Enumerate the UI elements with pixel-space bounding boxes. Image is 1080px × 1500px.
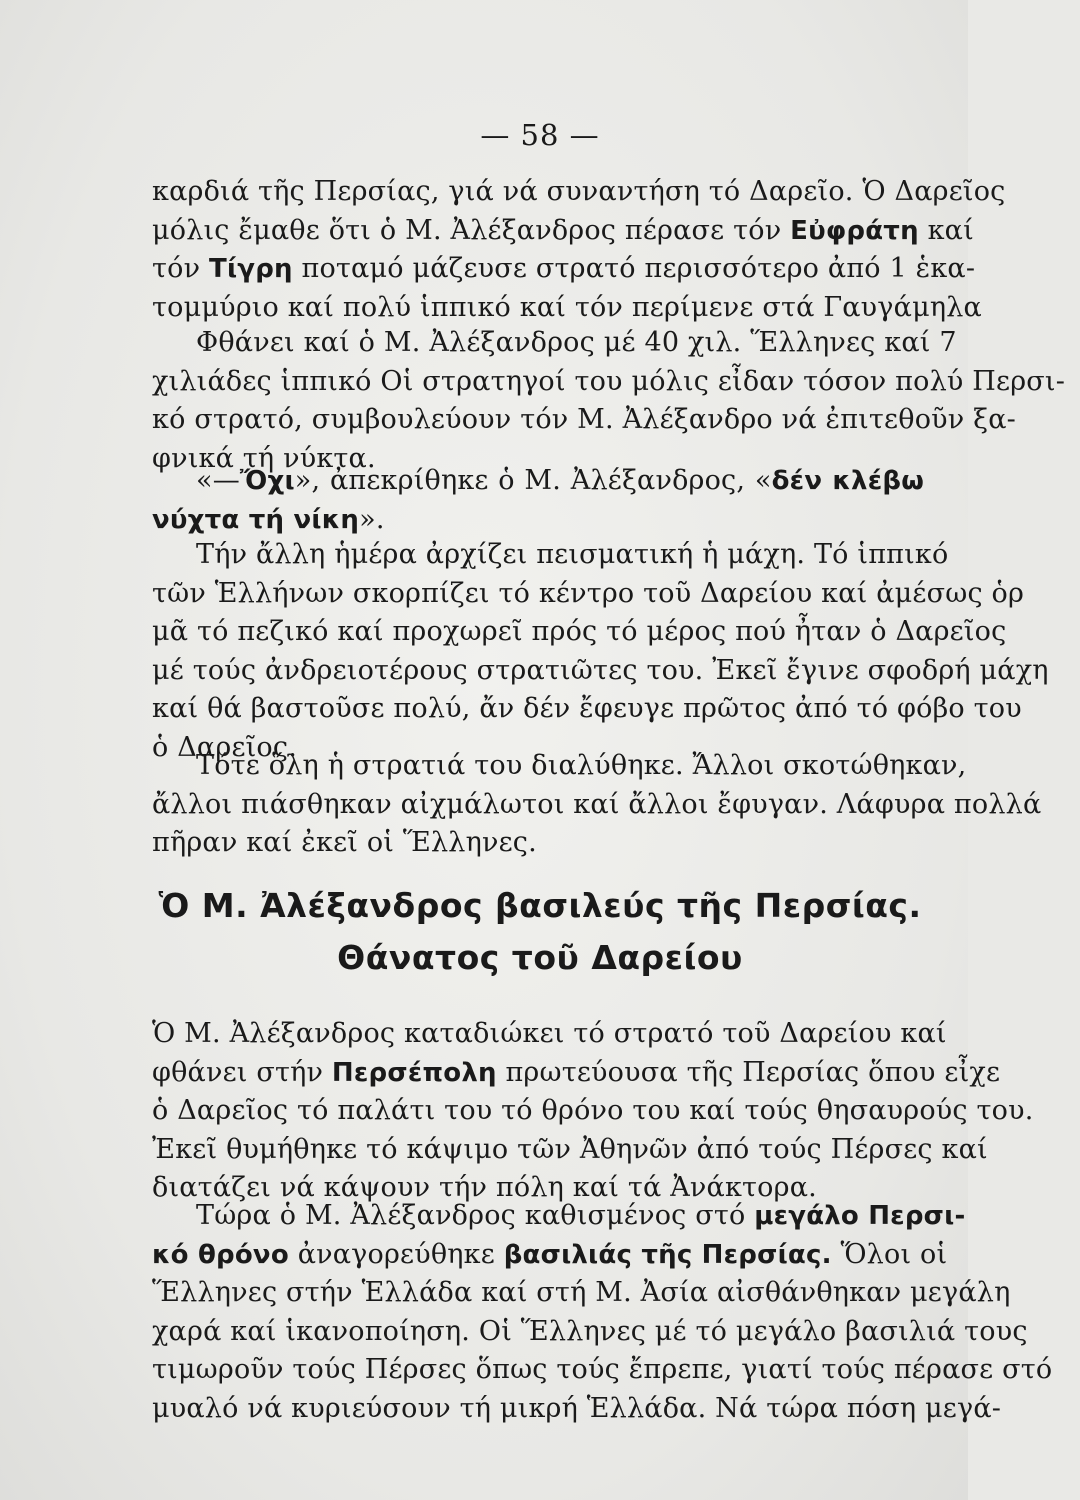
text-line: Τώρα ὁ Μ. Ἀλέξανδρος καθισμένος στό μεγάλο Περσι- xyxy=(196,1200,966,1231)
bold-term: Περσέπολη xyxy=(331,1057,497,1088)
text-line: ὁ Δαρεῖος τό παλάτι του τό θρόνο του καί τούς θησαυρούς του. xyxy=(152,1095,1034,1126)
text-line: ἄλλοι πιάσθηκαν αἰχμάλωτοι καί ἄλλοι ἔφυγαν. Λάφυρα πολλά xyxy=(152,788,1042,820)
bold-term: Εὐφράτη xyxy=(790,215,919,246)
page-number: — 58 — xyxy=(480,118,600,152)
text-line: νύχτα τή νίκη». xyxy=(152,503,385,535)
bold-term: κό θρόνο xyxy=(152,1239,289,1270)
text-line: Φθάνει καί ὁ Μ. Ἀλέξανδρος μέ 40 χιλ. Ἕλληνες καί 7 xyxy=(196,327,957,358)
text-line: μέ τούς ἀνδρειοτέρους στρατιῶτες του. Ἐκεῖ ἔγινε σφοδρή μάχη xyxy=(152,654,1049,686)
paragraph-6 xyxy=(152,1015,1034,1208)
paragraph-4 xyxy=(152,536,1049,767)
text-line: Ἕλληνες στήν Ἑλλάδα καί στή Μ. Ἀσία αἰσθάνθηκαν μεγάλη xyxy=(152,1277,1011,1308)
bold-term: δέν κλέβω xyxy=(771,466,924,496)
paragraph-7 xyxy=(152,1197,1053,1428)
paragraph-2 xyxy=(152,324,1066,478)
text-line: κό στρατό, συμβουλεύουν τόν Μ. Ἀλέξανδρο νά ἐπιτεθοῦν ξα- xyxy=(152,404,1016,435)
bold-term: μεγάλο Περσι- xyxy=(754,1201,966,1231)
text-line: τομμύριο καί πολύ ἱππικό καί τόν περίμενε στά Γαυγάμηλα xyxy=(152,291,982,323)
text-line: Τήν ἄλλη ἡμέρα ἀρχίζει πεισματική ἡ μάχη. Τό ἱππικό xyxy=(196,539,949,570)
paragraph-3 xyxy=(152,462,924,539)
text-line: μυαλό νά κυριεύσουν τή μικρή Ἑλλάδα. Νά τώρα πόση μεγά- xyxy=(152,1392,1002,1424)
text-line: φθάνει στήν Περσέπολη πρωτεύουσα τῆς Περσίας ὅπου εἶχε xyxy=(152,1056,1001,1088)
bold-term: Ὄχι xyxy=(239,466,295,496)
text-line: ὁ Δαρεῖος. xyxy=(152,731,297,763)
text-line: «—Ὄχι», ἀπεκρίθηκε ὁ Μ. Ἀλέξανδρος, «δέν κλέβω xyxy=(196,465,924,496)
text-line: τῶν Ἑλλήνων σκορπίζει τό κέντρο τοῦ Δαρείου καί ἀμέσως ὁρ xyxy=(152,577,1025,609)
text-line: χιλιάδες ἱππικό Οἱ στρατηγοί του μόλις εἶδαν τόσον πολύ Περσι- xyxy=(152,365,1066,397)
text-line: Ὁ Μ. Ἀλέξανδρος καταδιώκει τό στρατό τοῦ Δαρείου καί xyxy=(152,1018,947,1049)
text-line: Ἐκεῖ θυμήθηκε τό κάψιμο τῶν Ἀθηνῶν ἀπό τούς Πέρσες καί xyxy=(152,1133,988,1165)
paragraph-1 xyxy=(152,173,1006,327)
text-line: χαρά καί ἱκανοποίηση. Οἱ Ἕλληνες μέ τό μεγάλο βασιλιά τους xyxy=(152,1315,1028,1347)
text-line: Τότε ὅλη ἡ στρατιά του διαλύθηκε. Ἄλλοι σκοτώθηκαν, xyxy=(196,750,967,781)
bold-term: βασιλιάς τῆς Περσίας. xyxy=(503,1239,832,1270)
text-line: καί θά βαστοῦσε πολύ, ἄν δέν ἔφευγε πρῶτος ἀπό τό φόβο του xyxy=(152,693,1022,724)
bold-term: Τίγρη xyxy=(209,254,293,284)
text-line: καρδιά τῆς Περσίας, γιά νά συναντήση τό Δαρεῖο. Ὁ Δαρεῖος xyxy=(152,176,1006,207)
text-line: μᾶ τό πεζικό καί προχωρεῖ πρός τό μέρος πού ἦταν ὁ Δαρεῖος xyxy=(152,616,1007,647)
text-line: διατάζει νά κάψουν τήν πόλη καί τά Ἀνάκτορα. xyxy=(152,1172,817,1203)
text-line: τόν Τίγρη ποταμό μάζευσε στρατό περισσότερο ἀπό 1 ἑκα- xyxy=(152,253,976,284)
text-line: τιμωροῦν τούς Πέρσες ὅπως τούς ἔπρεπε, γιατί τούς πέρασε στό xyxy=(152,1354,1053,1385)
text-line: πῆραν καί ἐκεῖ οἱ Ἕλληνες. xyxy=(152,827,537,858)
paragraph-5 xyxy=(152,747,1042,863)
text-line: μόλις ἔμαθε ὅτι ὁ Μ. Ἀλέξανδρος πέρασε τόν Εὐφράτη καί xyxy=(152,214,974,246)
section-subheading: Θάνατος τοῦ Δαρείου xyxy=(337,938,743,977)
text-line: κό θρόνο ἀναγορεύθηκε βασιλιάς τῆς Περσίας. Ὅλοι οἱ xyxy=(152,1238,948,1270)
text-line: φνικά τή νύκτα. xyxy=(152,442,376,474)
bold-term: νύχτα τή νίκη xyxy=(152,504,360,535)
section-heading: Ὁ Μ. Ἀλέξανδρος βασιλεύς τῆς Περσίας. xyxy=(158,886,922,925)
